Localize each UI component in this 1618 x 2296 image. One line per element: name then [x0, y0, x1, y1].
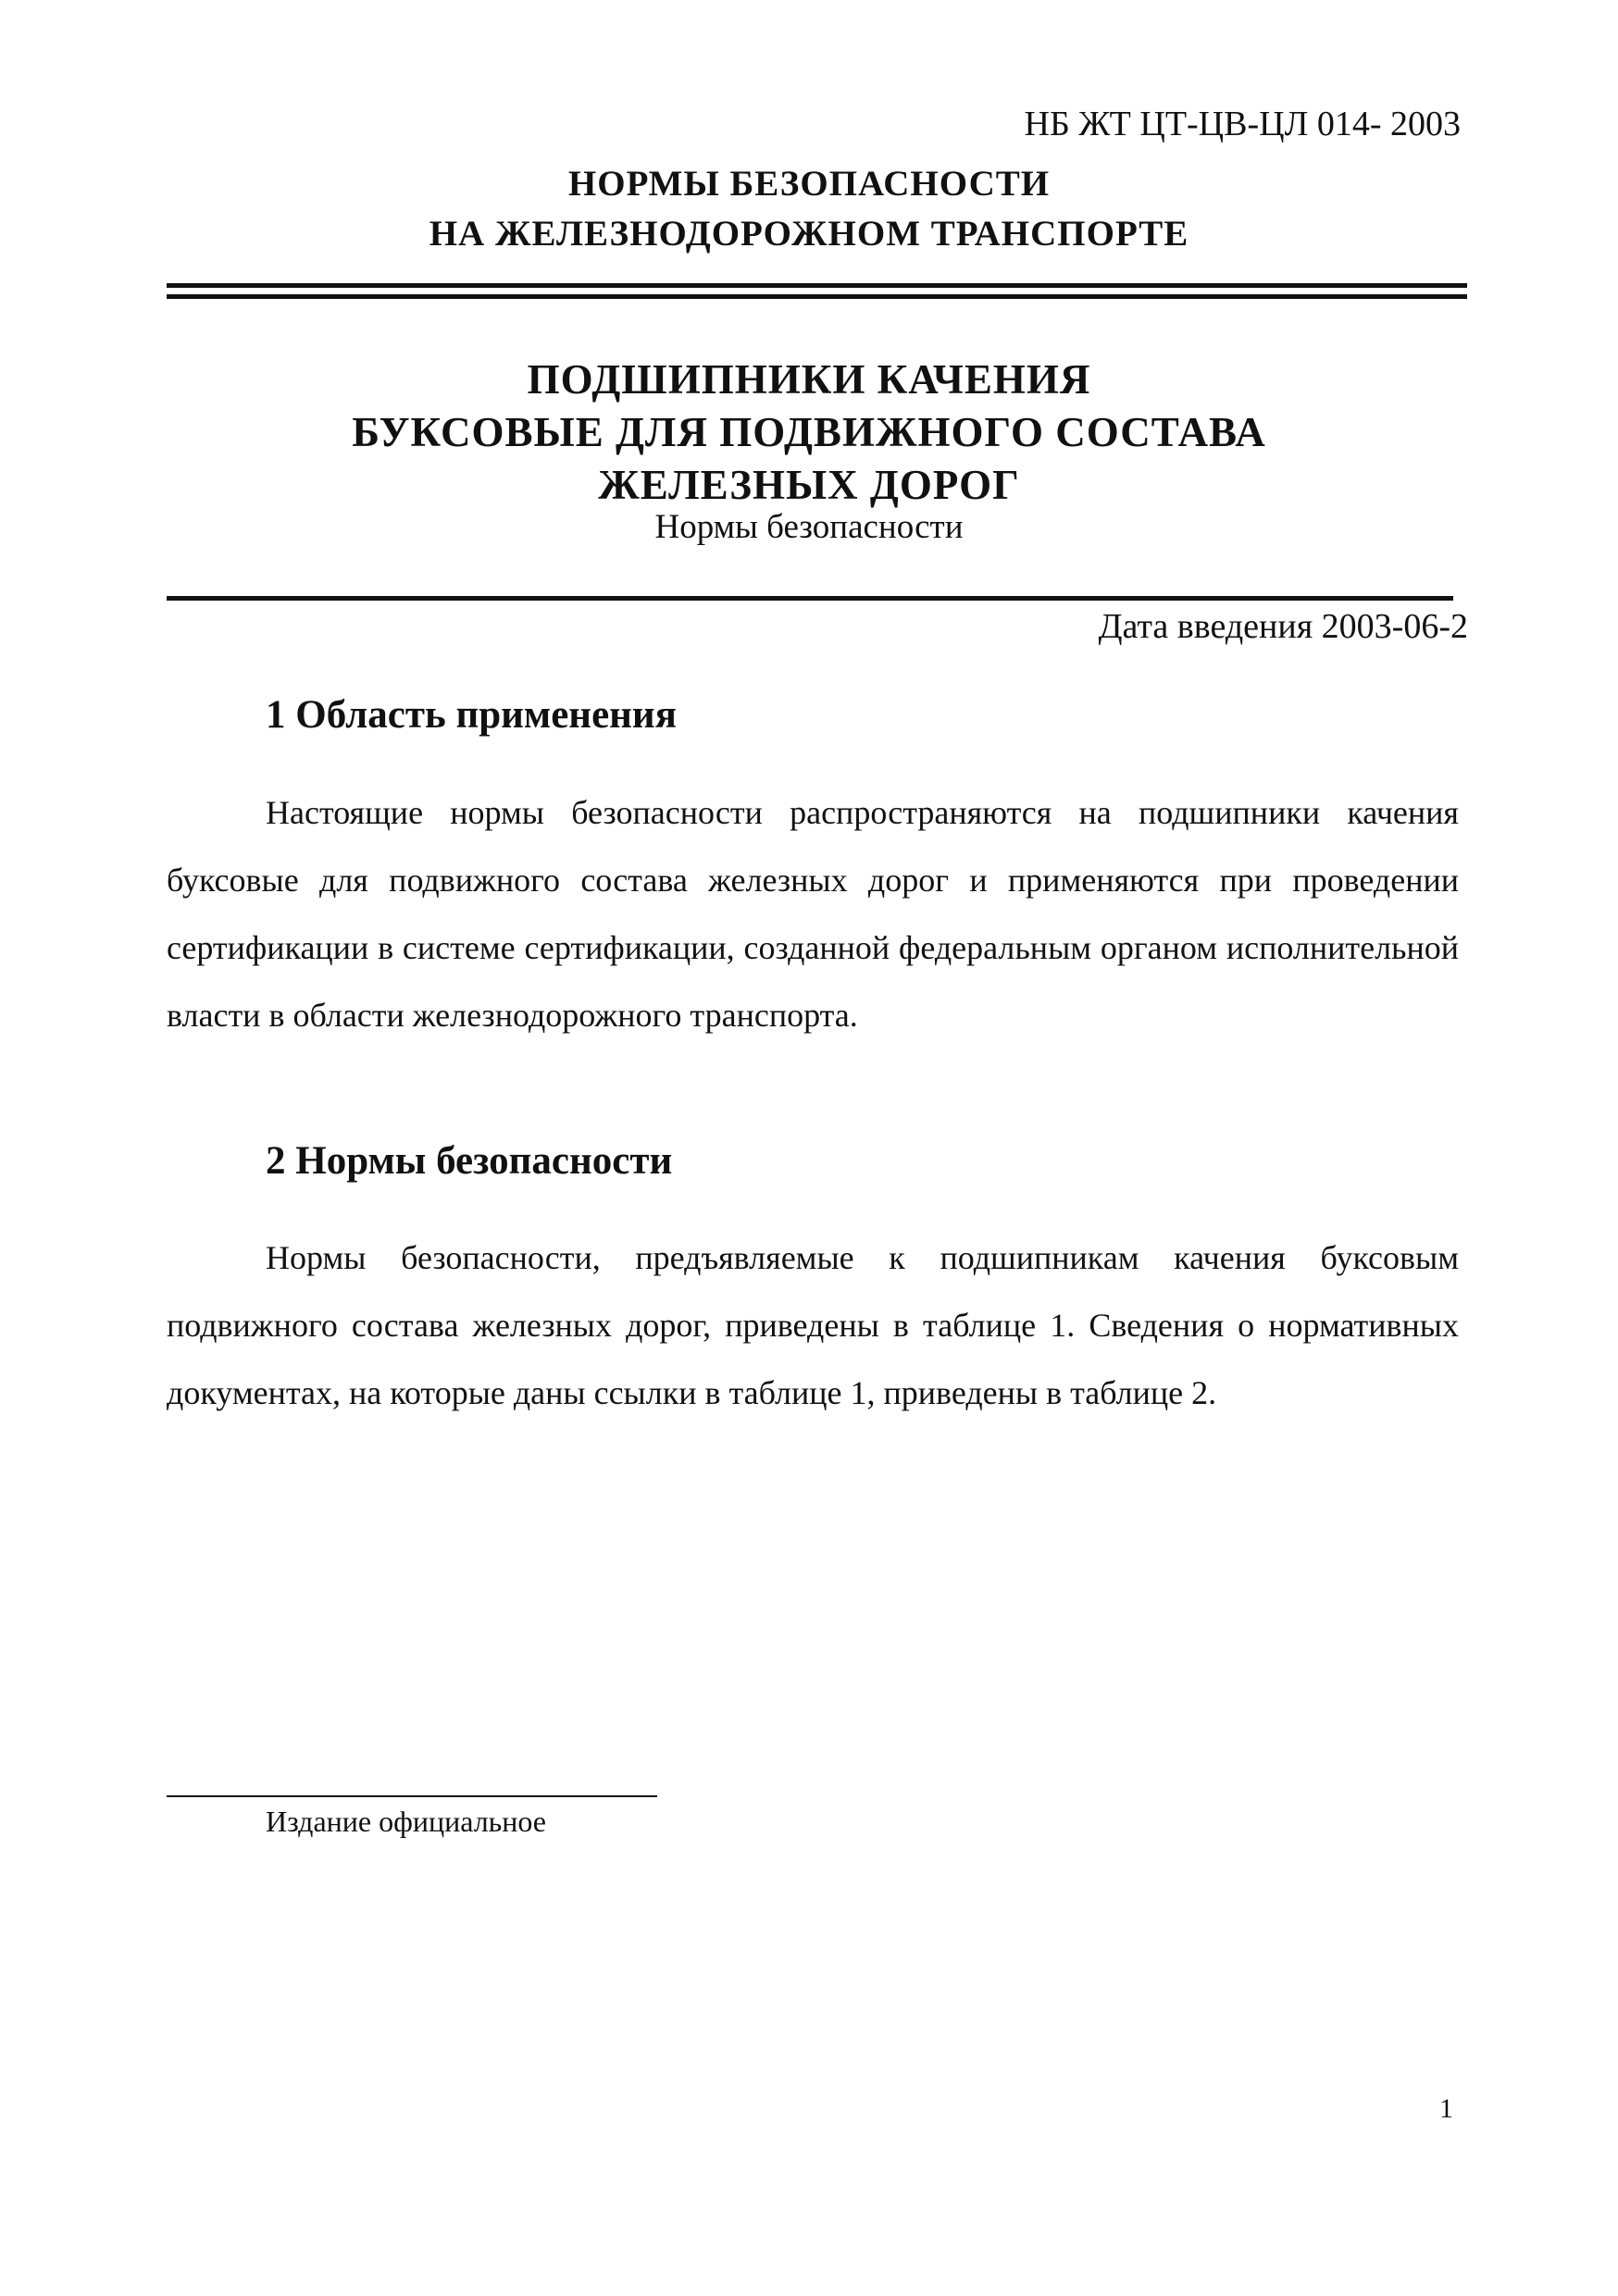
section-1-text: Настоящие нормы безопасности распространяются на подшипники качения буксовые для подвижного состава железных дорог и применяются при проведении сертификации в системе сертификации, созданной федеральным органом исполнительной власти в области железнодорожного транспорта. [167, 794, 1459, 1034]
section-2-paragraph [167, 1224, 1459, 1427]
header-divider-top [167, 283, 1467, 288]
official-edition-note: Издание официальное [266, 1805, 546, 1838]
section-2-text: Нормы безопасности, предъявляемые к подшипникам качения буксовым подвижного состава железных дорог, приведены в таблице 1. Сведения о нормативных документах, на которые даны ссылки в таблице 1, приведены в таблице 2. [167, 1239, 1459, 1411]
document-title [0, 354, 1618, 512]
section-1-heading: 1 Область применения [266, 693, 677, 737]
document-code: НБ ЖТ ЦТ-ЦВ-ЦЛ 014- 2003 [1024, 105, 1461, 143]
header-divider-bottom [167, 294, 1467, 299]
title-divider [167, 596, 1453, 601]
header-title [0, 159, 1618, 259]
introduction-date: Дата введения 2003-06-2 [1098, 607, 1468, 646]
document-title-line-3: ЖЕЛЕЗНЫХ ДОРОГ [598, 462, 1020, 508]
document-subtitle: Нормы безопасности [654, 508, 964, 546]
section-2-heading: 2 Нормы безопасности [266, 1139, 673, 1183]
header-title-line-2: НА ЖЕЛЕЗНОДОРОЖНОМ ТРАНСПОРТЕ [429, 214, 1189, 254]
header-title-line-1: НОРМЫ БЕЗОПАСНОСТИ [567, 164, 1051, 204]
page-number: 1 [1439, 2093, 1453, 2124]
document-title-line-2: БУКСОВЫЕ ДЛЯ ПОДВИЖНОГО СОСТАВА [352, 409, 1266, 455]
footnote-divider [167, 1795, 657, 1797]
document-title-line-1: ПОДШИПНИКИ КАЧЕНИЯ [527, 356, 1091, 403]
section-1-paragraph [167, 779, 1459, 1049]
